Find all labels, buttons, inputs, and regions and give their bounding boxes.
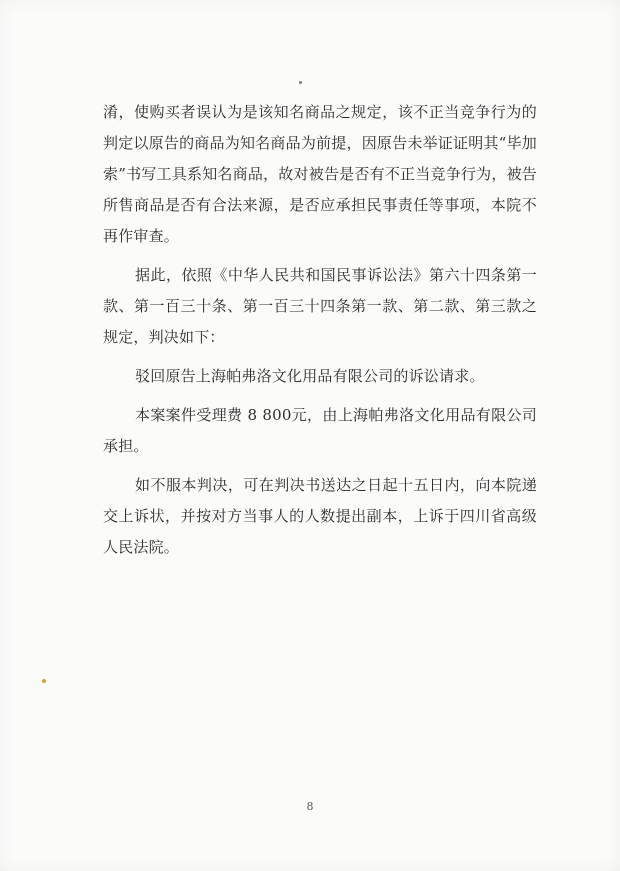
paragraph-continuation: 淆，使购买者误认为是该知名商品之规定，该不正当竞争行为的判定以原告的商品为知名商品为前提，因原告未举证证明其“毕加索”书写工具系知名商品，故对被告是否有不正当竞争行为，被告所售商品是否有合法来源，是否应承担民事责任等事项，本院不再作审查。 bbox=[103, 103, 537, 245]
page-number: 8 bbox=[306, 800, 314, 813]
judgment-body bbox=[103, 97, 537, 563]
paragraph-ruling: 驳回原告上海帕弗洛文化用品有限公司的诉讼请求。 bbox=[135, 367, 485, 385]
paragraph-court-fee: 本案案件受理费 8 800元，由上海帕弗洛文化用品有限公司承担。 bbox=[103, 406, 537, 455]
scan-speck bbox=[299, 81, 302, 84]
paragraph-appeal-notice: 如不服本判决，可在判决书送达之日起十五日内，向本院递交上诉状，并按对方当事人的人数提出副本，上诉于四川省高级人民法院。 bbox=[103, 476, 537, 556]
paragraph-legal-basis: 据此，依照《中华人民共和国民事诉讼法》第六十四条第一款、第一百三十条、第一百三十四条第一款、第二款、第三款之规定，判决如下： bbox=[103, 266, 537, 346]
scan-speck bbox=[42, 679, 46, 683]
